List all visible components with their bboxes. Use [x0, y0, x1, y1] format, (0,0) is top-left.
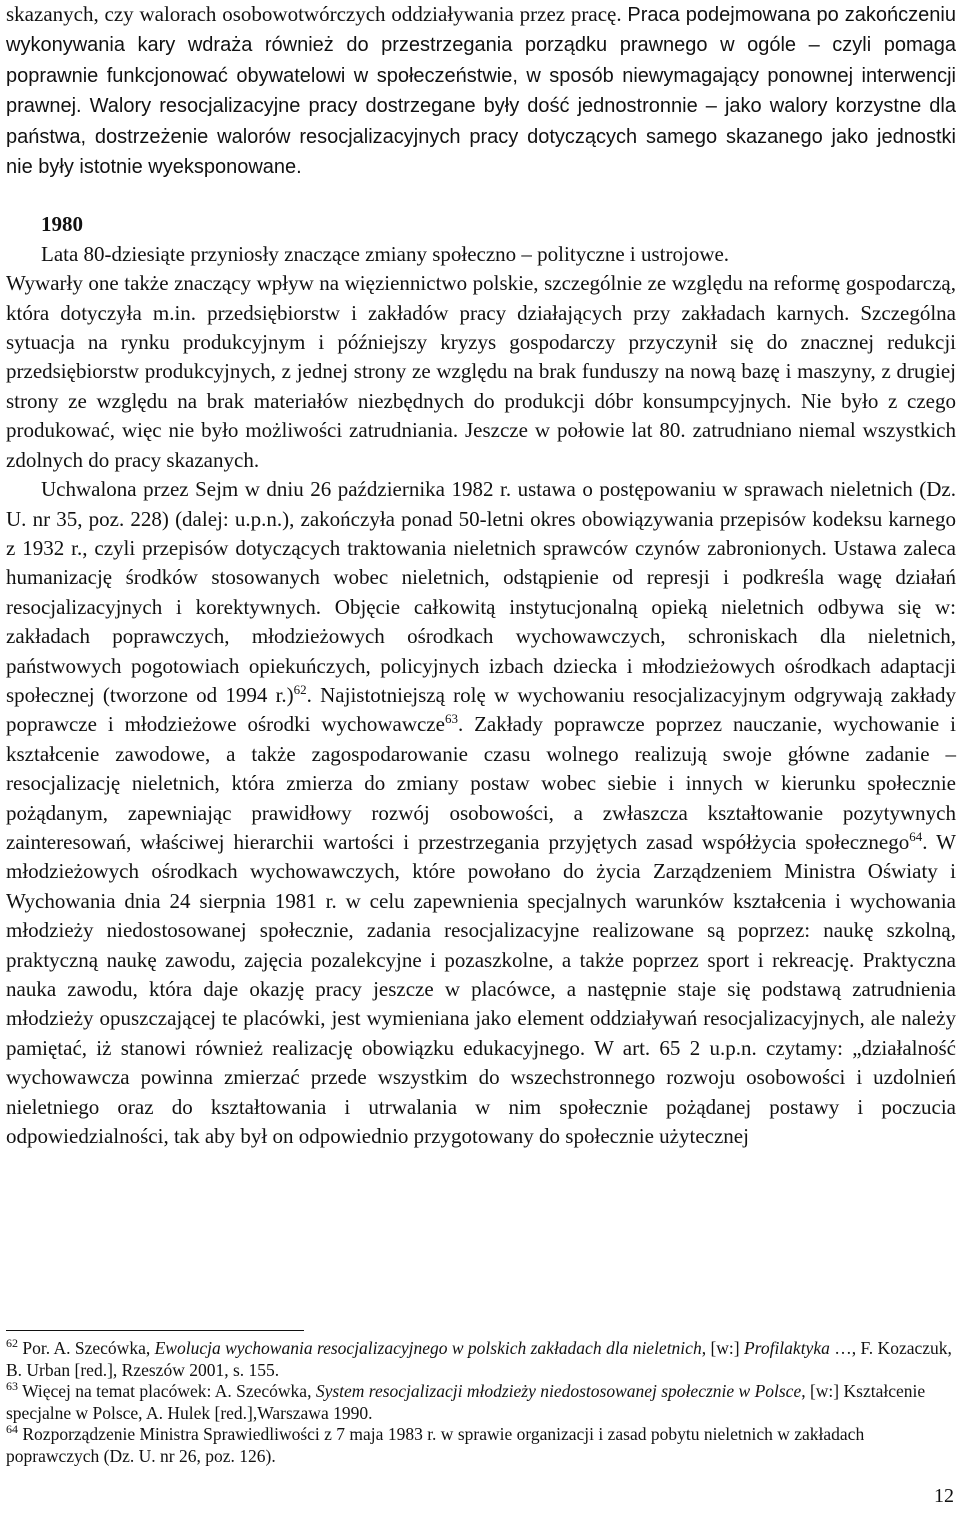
ustawa-text-3: . Zakłady poprawcze poprzez nauczanie, wychowanie i kształcenie zawodowe, a także zagospodarowanie czasu wolnego realizują swoje główne zadanie – resocjalizację nieletnich, która zmierza do zmiany postaw wobec siebie i innych w kierunku społecznie pożądanym, zapewniając prawidłowy rozwój osobowości, a zwłaszcza kształtowanie pozytywnych zainteresowań, właściwej hierarchii wartości i przestrzegania przyjętych zasad współżycia społecznego — [6, 712, 956, 854]
footnote-title: System resocjalizacji młodzieży niedostosowanej społecznie w Polsce — [315, 1381, 802, 1401]
footnote-64 — [6, 1424, 956, 1467]
footnote-63 — [6, 1381, 956, 1424]
section-heading-1980: 1980 — [41, 212, 83, 237]
footnotes — [6, 1338, 956, 1467]
footnote-text: , [w:] — [701, 1338, 744, 1358]
footnote-number: 63 — [6, 1379, 18, 1394]
footnote-ref-64[interactable]: 64 — [909, 828, 923, 844]
paragraph-1980-first-line: Lata 80-dziesiąte przyniosły znaczące zmiany społeczno – polityczne i ustrojowe. — [41, 241, 730, 266]
footnote-62 — [6, 1338, 956, 1381]
ustawa-text-4: . W młodzieżowych ośrodkach wychowawczych, które powołano do życia Zarządzeniem Ministra Oświaty i Wychowania dnia 24 sierpnia 1981 r. w celu zapewnienia specjalnych warunków kształcenia i wychowania młodzieży niedostosowanej społecznie, zadania resocjalizacyjne realizowane są poprzez: naukę szkolną, praktyczną naukę zawodu, zajęcia pozalekcyjne i pozaszkolne, a także poprzez sport i rekreację. Praktyczna nauka zawodu, która daje okazję pracy jeszcze w placówce, a następnie staje się podstawą zatrudnienia młodzieży opuszczającej te placówki, jest wymieniana jako element oddziaływań resocjalizacyjnych, ale należy pamiętać, iż stanowi również realizację obowiązku edukacyjnego. W art. 65 2 u.p.n. czytamy: „działalność wychowawcza powinna zmierzać przede wszystkim do wszechstronnego rozwoju osobowości i uzdolnień nieletniego oraz do kształtowania i utrwalania w nim społecznie pożądanej postawy i poczucia odpowiedzialności, tak aby był on odpowiednio przygotowany do społecznie użytecznej — [6, 829, 956, 1149]
footnote-number: 62 — [6, 1336, 18, 1351]
paragraph-ustawa — [6, 475, 956, 1151]
ustawa-text-1: Uchwalona przez Sejm w dniu 26 października 1982 r. ustawa o postępowaniu w sprawach nieletnich (Dz. U. nr 35, poz. 228) (dalej: u.p.n.), zakończyła ponad 50-letni okres obowiązywania przepisów kodeksu karnego z 1932 r., czyli przepisów dotyczących traktowania nieletnich sprawców czynów zabronionych. Ustawa zaleca humanizację środków stosowanych wobec nieletnich, odstąpienie od represji i podkreśla wagę działań resocjalizacyjnych i korektywnych. Objęcie całkowitą instytucjonalną opieką nieletnich odbywa się w: zakładach poprawczych, młodzieżowych ośrodkach wychowawczych, schroniskach dla nieletnich, państwowych pogotowiach opiekuńczych, policyjnych izbach dziecka i młodzieżowych ośrodkach adaptacji społecznej (tworzone od 1994 r.) — [6, 477, 956, 707]
footnote-ref-63[interactable]: 63 — [444, 711, 458, 727]
footnote-title: Ewolucja wychowania resocjalizacyjnego w polskich zakładach dla nieletnich — [154, 1338, 702, 1358]
footnote-text: …, F. Kozaczuk, B. Urban [red.], Rzeszów 2001, s. 155. — [6, 1338, 952, 1380]
ustawa-text-2: . Najistotniejszą rolę w wychowaniu resocjalizacyjnym odgrywają zakłady poprawcze i młodzieżowe ośrodki wychowawcze — [6, 682, 956, 737]
intro-sans-text: Praca podejmowana po zakończeniu wykonywania kary wdraża również do przestrzegania porządku prawnego w ogóle – czyli pomaga poprawnie funkcjonować obywatelowi w społeczeństwie, w sposób niewymagający ponownej interwencji prawnej. Walory resocjalizacyjne pracy dostrzegane były dość jednostronnie – jako walory korzystne dla państwa, dostrzeżenie walorów resocjalizacyjnych pracy dotyczących samego skazanego jako jednostki nie były istotnie wyeksponowane. — [6, 4, 956, 179]
intro-serif-text: skazanych, czy walorach osobowotwórczych oddziaływania przez pracę. — [6, 2, 628, 26]
footnote-ref-62[interactable]: 62 — [293, 681, 307, 697]
page-number: 12 — [934, 1485, 954, 1507]
footnote-text: Por. A. Szecówka, — [22, 1338, 155, 1358]
paragraph-1980-rest: Wywarły one także znaczący wpływ na więziennictwo polskie, szczególnie ze względu na reformę gospodarczą, która dotyczyła m.in. przedsiębiorstw i zakładów pracy działających przy zakładach karnych. Szczególna sytuacja na rynku produkcyjnym i późniejszy kryzys gospodarczy przyczynił się do znacznej redukcji przedsiębiorstw produkcyjnych, z jednej strony ze względu na brak funduszy na nową bazę i maszyny, z drugiej strony ze względu na brak materiałów niezbędnych do produkcji dóbr konsumpcyjnych. Nie było z czego produkować, więc nie było możliwości zatrudniania. Jeszcze w połowie lat 80. zatrudniano niemal wszystkich zdolnych do pracy skazanych. — [6, 271, 956, 472]
footnote-separator — [6, 1330, 304, 1331]
body-text — [6, 0, 956, 1151]
footnote-title: Profilaktyka — [743, 1338, 830, 1358]
footnote-text: Rozporządzenie Ministra Sprawiedliwości z 7 maja 1983 r. w sprawie organizacji i zasad pobytu nieletnich w zakładach poprawczych (Dz. U. nr 26, poz. 126). — [6, 1424, 865, 1466]
footnote-text: , [w:] Kształcenie specjalne w Polsce, A. Hulek [red.],Warszawa 1990. — [6, 1381, 926, 1423]
footnote-number: 64 — [6, 1422, 18, 1437]
paragraph-intro — [6, 0, 956, 182]
footnote-text: Więcej na temat placówek: A. Szecówka, — [22, 1381, 316, 1401]
